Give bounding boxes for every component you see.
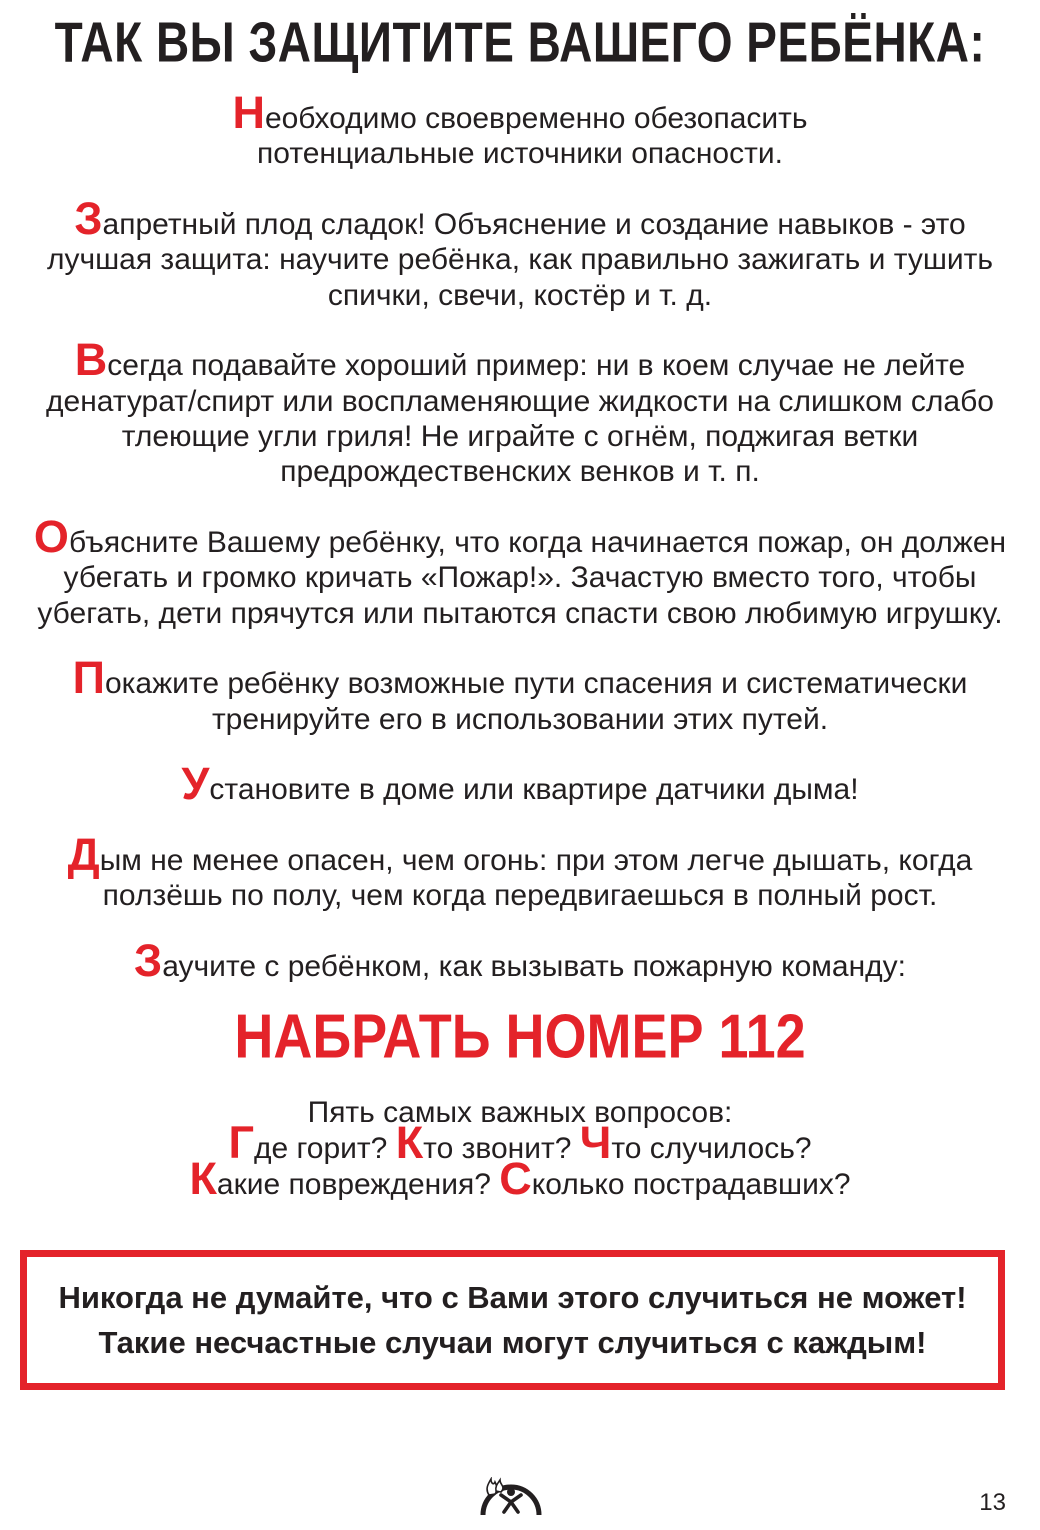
tip-text: становите в доме или квартире датчики дыма! [209,773,859,807]
logo-graphic [478,1477,544,1517]
initial-letter: Д [67,828,100,880]
question-text: колько пострадавших? [531,1168,851,1201]
tip-line [0,934,1040,986]
question-item [189,1153,491,1204]
tip-line: ползёшь по полу, чем когда передвигаешься в полный рост. [102,879,938,913]
tip-paragraph [0,87,1040,172]
tip-text: апретный плод сладок! Объяснение и создание навыков - это [102,207,966,241]
tip-line: убегать, дети прячутся или пытаются спасти свою любимую игрушку. [37,596,1003,630]
initial-letter: Г [228,1117,254,1168]
initial-letter: У [181,758,210,810]
initial-letter: В [74,334,108,386]
tip-line [0,758,1040,810]
tip-paragraph [0,192,1040,313]
emergency-number-heading: НАБРАТЬ НОМЕР 112 [234,1002,806,1072]
flame-icon [496,1480,503,1492]
tip-line: тлеющие угли гриля! Не играйте с огнём, поджигая ветки [121,419,919,453]
page-number: 13 [979,1489,1006,1516]
question-text: то случилось? [611,1132,812,1165]
safety-tips [0,87,1040,1020]
tip-text: окажите ребёнку возможные пути спасения и систематически [104,667,968,701]
tip-line [0,828,1040,880]
questions-block [0,1095,1040,1203]
tip-line [0,192,1040,244]
warning-box [20,1250,1005,1390]
initial-letter: З [74,192,103,244]
initial-letter: З [134,934,163,986]
tip-paragraph [0,934,1040,986]
question-item [395,1117,572,1168]
initial-letter: С [499,1153,532,1204]
initial-letter: Н [232,87,265,138]
tip-line: лучшая защита: научите ребёнка, как правильно зажигать и тушить [46,243,994,277]
tip-text: сегда подавайте хороший пример: ни в коем случае не лейте [107,349,966,383]
person-head [507,1488,515,1496]
initial-letter: П [72,652,105,704]
tip-line [0,510,1040,562]
fire-safety-logo-icon [478,1477,544,1517]
tip-paragraph [0,510,1040,631]
tip-line: потенциальные источники опасности. [257,137,783,171]
tip-line: тренируйте его в использовании этих путей. [211,702,829,736]
page-title: ТАК ВЫ ЗАЩИТИТЕ ВАШЕГО РЕБЁНКА: [54,10,986,74]
question-item [228,1117,388,1168]
initial-letter: Ч [579,1117,612,1168]
warning-line: Никогда не думайте, что с Вами этого случиться не может! [58,1280,967,1315]
tip-text: бъясните Вашему ребёнку, что когда начинается пожар, он должен [68,525,1007,559]
initial-letter: К [395,1117,424,1168]
tip-paragraph [0,828,1040,914]
tip-line [0,652,1040,704]
tip-line [0,87,1040,138]
tip-line: денатурат/спирт или воспламеняющие жидкости на слишком слабо [46,384,994,418]
tip-text: еобходимо своевременно обезопасить [264,102,808,135]
tip-line: убегать и громко кричать «Пожар!». Зачастую вместо того, чтобы [63,561,977,595]
tip-line: спички, свечи, костёр и т. д. [327,278,713,312]
tip-paragraph [0,334,1040,489]
tip-paragraph [0,652,1040,737]
question-text: де горит? [254,1132,388,1165]
question-text: акие повреждения? [216,1168,491,1201]
question-text: то звонит? [423,1132,572,1165]
initial-letter: О [33,510,69,562]
tip-paragraph [0,758,1040,810]
question-item [499,1153,851,1204]
person-figure [501,1495,521,1512]
questions-row [0,1153,1040,1204]
initial-letter: К [189,1153,217,1204]
warning-line: Такие несчастные случаи могут случиться с каждым! [98,1325,927,1360]
tip-line: предрождественских венков и т. п. [280,455,760,489]
tip-line [0,334,1040,386]
tip-text: аучите с ребёнком, как вызывать пожарную команду: [162,949,906,983]
tip-text: ым не менее опасен, чем огонь: при этом легче дышать, когда [99,843,973,877]
questions-heading: Пять самых важных вопросов: [307,1096,733,1129]
question-item [579,1117,812,1168]
